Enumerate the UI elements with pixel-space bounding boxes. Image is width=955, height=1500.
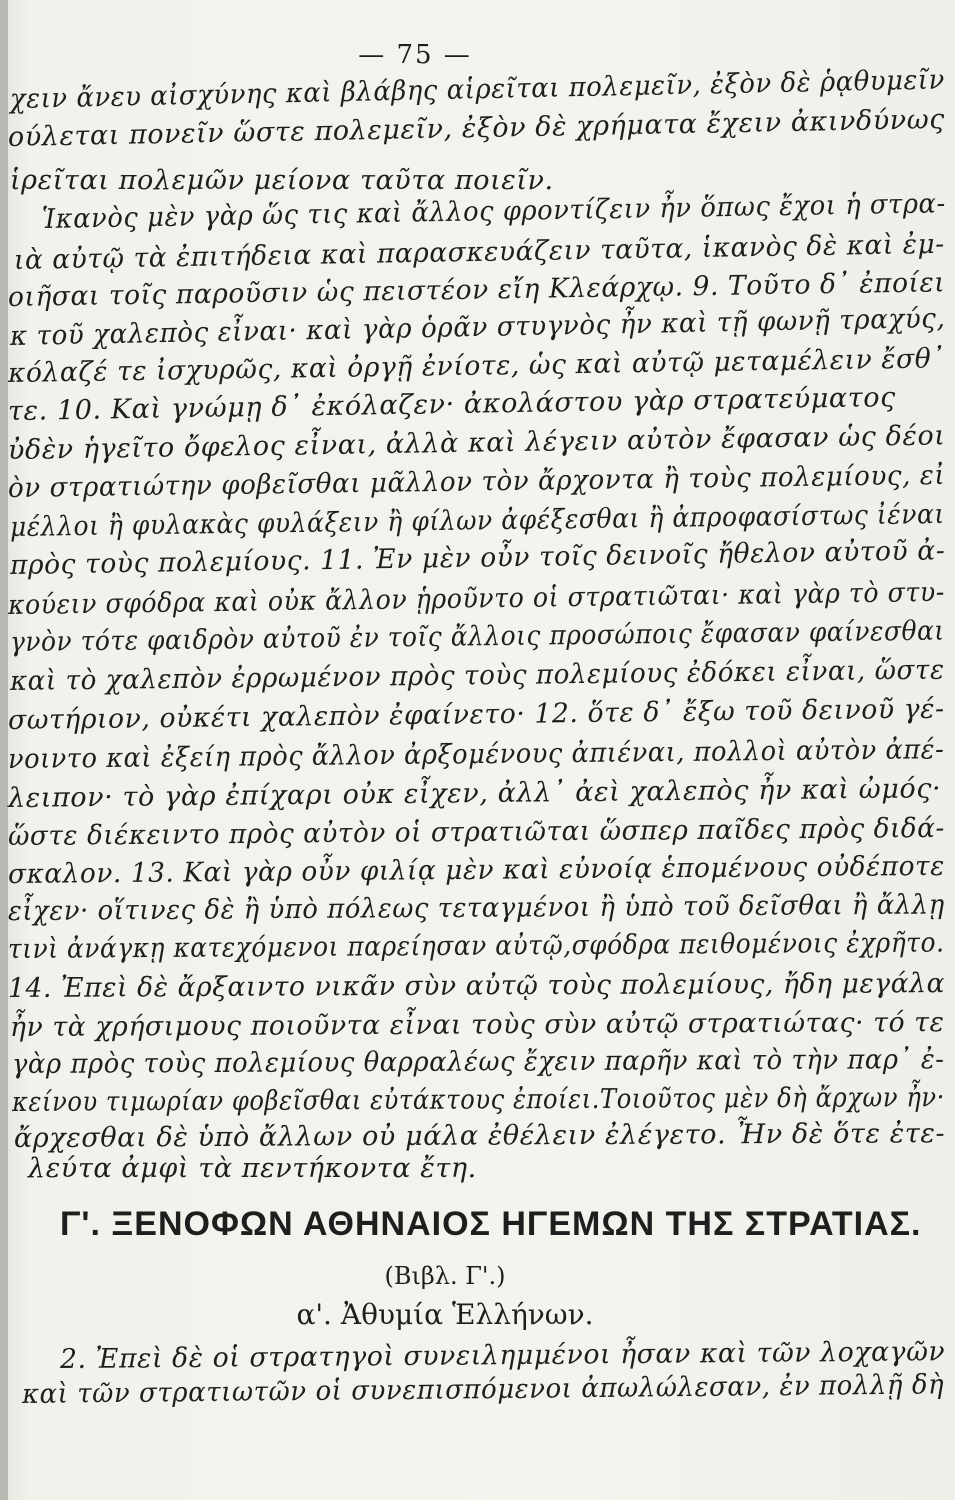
book-reference: (Βιβλ. Γ'.) xyxy=(384,1262,506,1290)
section-title: α'. Ἀθυμία Ἑλλήνων. xyxy=(296,1298,594,1331)
text-line: λεύτα ἀμφὶ τὰ πεντήκοντα ἔτη. xyxy=(28,1153,477,1184)
text-line: τε. 10. Καὶ γνώμῃ δ᾽ ἐκόλαζεν· ἀκολάστου γὰρ στρατεύματος xyxy=(7,382,897,427)
text-line: χειν ἄνευ αἰσχύνης καὶ βλάβης αἱρεῖται πολεμεῖν, ἐξὸν δὲ ῥᾳθυμεῖν xyxy=(9,64,946,115)
text-line: κείνου τιμωρίαν φοβεῖσθαι εὐτάκτους ἐποίει.Τοιοῦτος μὲν δὴ ἄρχων ἦν· xyxy=(11,1082,945,1118)
text-line: ἱρεῖται πολεμῶν μείονα ταῦτα ποιεῖν. xyxy=(10,165,554,196)
text-line: λειπον· τὸ γὰρ ἐπίχαρι οὐκ εἶχεν, ἀλλ᾽ ἀεὶ χαλεπὸς ἦν καὶ ὠμός· xyxy=(7,773,942,814)
text-line: σωτήριον, οὐκέτι χαλεπὸν ἐφαίνετο· 12. ὅτε δ᾽ ἔξω τοῦ δεινοῦ γέ- xyxy=(7,693,945,736)
text-line: ούλεται πονεῖν ὥστε πολεμεῖν, ἐξὸν δὲ χρήματα ἔχειν ἀκινδύνως xyxy=(7,104,946,153)
text-line: 14. Ἐπεὶ δὲ ἄρξαιντο νικᾶν σὺν αὐτῷ τοὺς πολεμίους, ἤδη μεγάλα xyxy=(7,968,946,1004)
text-line: γνὸν τότε φαιδρὸν αὐτοῦ ἐν τοῖς ἄλλοις προσώποις ἔφασαν φαίνεσθαι xyxy=(9,615,945,658)
text-line: νοιντο καὶ ἐξείη πρὸς ἄλλον ἀρξομένους ἀπιέναι, πολλοὶ αὐτὸν ἀπέ- xyxy=(7,734,945,775)
text-line: κ τοῦ χαλεπὸς εἶναι· καὶ γὰρ ὁρᾶν στυγνὸς ἦν καὶ τῇ φωνῇ τραχύς, xyxy=(9,303,946,352)
text-line: ιὰ αὐτῷ τὰ ἐπιτήδεια καὶ παρασκευάζειν ταῦτα, ἱκανὸς δὲ καὶ ἐμ- xyxy=(13,228,946,276)
text-line: 2. Ἐπεὶ δὲ οἱ στρατηγοὶ συνειλημμένοι ἦσαν καὶ τῶν λοχαγῶν xyxy=(59,1336,946,1375)
text-line: ὸν στρατιώτην φοβεῖσθαι μᾶλλον τὸν ἄρχοντα ἢ τοὺς πολεμίους, εἰ xyxy=(7,459,946,504)
text-line: κούειν σφόδρα καὶ οὐκ ἄλλον ᾑροῦντο οἱ στρατιῶται· καὶ γὰρ τὸ στυ- xyxy=(7,576,945,621)
text-line: εἶχεν· οἵτινες δὲ ἢ ὑπὸ πόλεως τεταγμένοι ἢ ὑπὸ τοῦ δεῖσθαι ἢ ἄλλῃ xyxy=(7,889,945,927)
text-line: μέλλοι ἢ φυλακὰς φυλάξειν ἢ φίλων ἀφέξεσθαι ἢ ἀπροφασίστως ἰέναι xyxy=(9,498,945,543)
text-line: σκαλον. 13. Καὶ γὰρ οὖν φιλίᾳ μὲν καὶ εὐνοίᾳ ἑπομένους οὐδέποτε xyxy=(7,850,946,890)
text-line: ὐδὲν ἡγεῖτο ὄφελος εἶναι, ἀλλὰ καὶ λέγειν αὐτὸν ἔφασαν ὡς δέοι xyxy=(7,420,946,466)
text-line: Ἱκανὸς μὲν γὰρ ὥς τις καὶ ἄλλος φροντίζειν ἦν ὅπως ἔχοι ἡ στρα- xyxy=(41,188,947,235)
page-number: — 75 — xyxy=(358,40,472,70)
text-line: ὥστε διέκειντο πρὸς αὐτὸν οἱ στρατιῶται ὥσπερ παῖδες πρὸς διδά- xyxy=(7,812,946,852)
text-line: οιῆσαι τοῖς παροῦσιν ὡς πειστέον εἴη Κλεάρχῳ. 9. Τοῦτο δ᾽ ἐποίει xyxy=(7,267,946,313)
text-line: πρὸς τοὺς πολεμίους. 11. Ἐν μὲν οὖν τοῖς δεινοῖς ἤθελον αὐτοῦ ἀ- xyxy=(9,535,946,581)
text-line: τινὶ ἀνάγκῃ κατεχόμενοι παρείησαν αὐτῷ,σφόδρα πειθομένοις ἐχρῆτο. xyxy=(7,927,945,965)
text-line: γὰρ πρὸς τοὺς πολεμίους θαρραλέως ἔχειν παρῆν καὶ τὸ τὴν παρ᾽ ἐ- xyxy=(11,1044,945,1080)
text-line: καὶ τὸ χαλεπὸν ἐρρωμένον πρὸς τοὺς πολεμίους ἐδόκει εἶναι, ὥστε xyxy=(9,654,945,697)
text-line: ἄρχεσθαι δὲ ὑπὸ ἄλλων οὐ μάλα ἐθέλειν ἐλέγετο. Ἦν δὲ ὅτε ἐτε- xyxy=(13,1118,946,1154)
chapter-heading: Γ'. ΞΕΝΟΦΩΝ ΑΘΗΝΑΙΟΣ ΗΓΕΜΩΝ ΤΗΣ ΣΤΡΑΤΙΑΣ. xyxy=(60,1205,922,1243)
text-line: καὶ τῶν στρατιωτῶν οἱ συνεπισπόμενοι ἀπωλώλεσαν, ἐν πολλῇ δὴ xyxy=(21,1369,945,1410)
text-line: κόλαζέ τε ἰσχυρῶς, καὶ ὀργῇ ἐνίοτε, ὡς καὶ αὐτῷ μεταμέλειν ἔσθ᾽ xyxy=(7,343,946,389)
page-spine-edge xyxy=(0,0,8,1500)
text-line: ἦν τὰ χρήσιμους ποιοῦντα εἶναι τοὺς σὺν αὐτῷ στρατιώτας· τό τε xyxy=(9,1007,945,1043)
